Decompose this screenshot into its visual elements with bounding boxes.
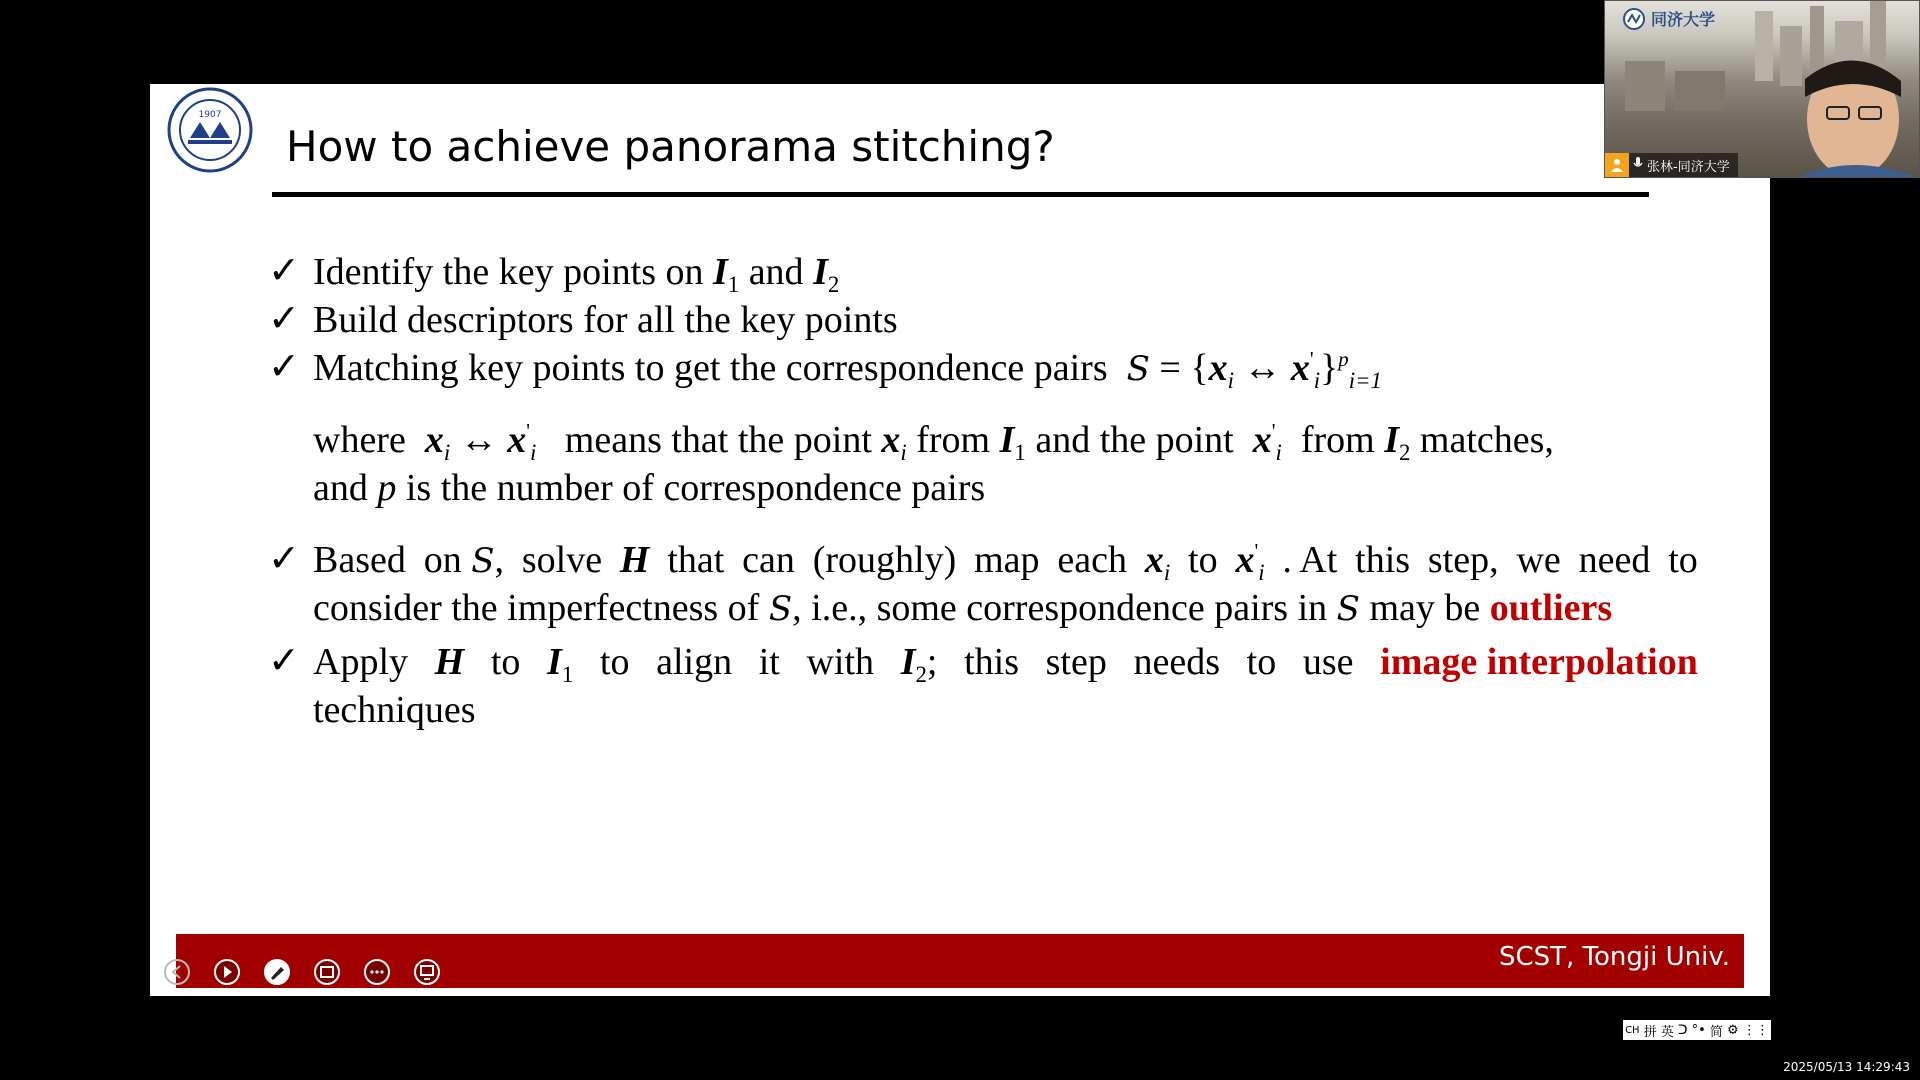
bullet-3-where: where $x_i$ ↔ $x'_i$ means that the point $x_i$ from $I_1$ and the point $x'_i$ from $I_2$ matches, bbox=[313, 419, 1554, 465]
logo-year: 1907 bbox=[198, 110, 222, 120]
interpolation-highlight: image interpolation bbox=[1380, 641, 1698, 683]
play-icon[interactable] bbox=[210, 955, 243, 988]
bullet-2: Build descriptors for all the key points bbox=[313, 299, 898, 341]
previous-icon[interactable] bbox=[160, 955, 193, 988]
title-rule bbox=[272, 192, 1649, 197]
more-icon[interactable] bbox=[360, 955, 393, 988]
ime-item[interactable]: CH bbox=[1625, 1024, 1640, 1036]
cam-logo-cn: 同济大学 bbox=[1651, 10, 1716, 29]
participant-label bbox=[1605, 153, 1738, 177]
bullet-3-where-2: and p is the number of correspondence pairs bbox=[313, 467, 986, 509]
check-icon: ✓ bbox=[268, 538, 300, 580]
bullet-3: Matching key points to get the correspondence pairs $S = \{x_i$ ↔ $x'_i\}^p_{i=1}$ bbox=[313, 347, 1382, 393]
ime-item[interactable]: 拼 bbox=[1643, 1024, 1657, 1040]
participant-name: 张林-同济大学 bbox=[1647, 159, 1730, 175]
bullet-4-line-2: consider the imperfectness of S, i.e., some correspondence pairs in S may be outliers bbox=[313, 587, 1613, 629]
check-icon: ✓ bbox=[268, 640, 300, 682]
presentation-toolbar bbox=[160, 955, 443, 989]
ime-item[interactable]: °• bbox=[1691, 1022, 1706, 1038]
ime-toolbar[interactable] bbox=[1623, 1020, 1771, 1040]
timestamp: 2025/05/13 14:29:43 bbox=[1783, 1060, 1910, 1074]
pen-icon[interactable] bbox=[260, 955, 293, 988]
check-icon: ✓ bbox=[268, 298, 300, 340]
ime-item[interactable]: 简 bbox=[1709, 1024, 1723, 1040]
presenter-icon[interactable] bbox=[410, 955, 443, 988]
screen-icon[interactable] bbox=[310, 955, 343, 988]
webcam-video bbox=[1604, 0, 1920, 178]
bullet-5: Apply H to $I_1$ to align it with $I_2$; this step needs to use image interpolation bbox=[313, 641, 1698, 687]
tongji-logo bbox=[152, 86, 270, 178]
ime-item[interactable]: ᑐ bbox=[1677, 1022, 1688, 1038]
bullet-1: Identify the key points on $I_1$ and $I_2$ bbox=[313, 251, 840, 297]
ime-item[interactable]: ⋮⋮ bbox=[1742, 1022, 1769, 1038]
ime-item[interactable]: 英 bbox=[1660, 1024, 1674, 1040]
outliers-highlight: outliers bbox=[1489, 587, 1613, 629]
check-icon: ✓ bbox=[268, 250, 300, 292]
user-icon bbox=[1605, 153, 1629, 177]
mic-icon bbox=[1629, 156, 1647, 174]
bullet-5-line-2: techniques bbox=[313, 689, 476, 731]
slide-title: How to achieve panorama stitching? bbox=[286, 122, 1055, 171]
bullet-4: Based on S, solve H that can (roughly) map each $x_i$ to $x'_i$ . At this step, we need to bbox=[313, 539, 1698, 585]
ime-item[interactable]: ⚙ bbox=[1727, 1022, 1739, 1038]
check-icon: ✓ bbox=[268, 346, 300, 388]
cam-logo bbox=[1623, 7, 1715, 30]
footer-text: SCST, Tongji Univ. bbox=[1498, 942, 1730, 972]
